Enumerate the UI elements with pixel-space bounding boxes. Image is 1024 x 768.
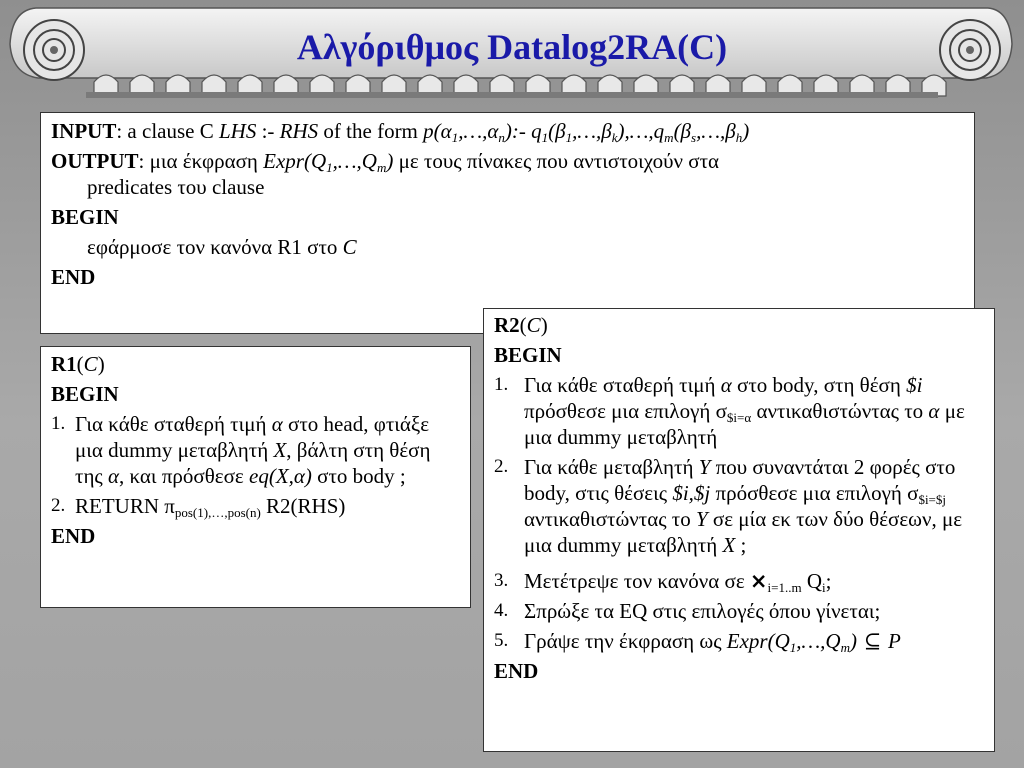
r1-header: R1(C) [51, 352, 105, 376]
rule-r2-box [483, 308, 995, 752]
output-expr: $Expr(Q_1,\dots,Q_m)$ [263, 149, 394, 175]
output-line: OUTPUT: μια έκφραση $Expr(Q_1,\dots,Q_m)$ με τους πίνακες που αντιστοιχούν στα predicates του clause [51, 149, 720, 199]
r1-step-1: 1. Για κάθε σταθερή τιμή α στο head, φτιάξε μια dummy μεταβλητή X, βάλτη στη θέση της α, και πρόσθεσε eq(X,α) στο body ; [51, 412, 431, 488]
r1-end: END [51, 524, 96, 548]
input-line: INPUT: a clause C LHS :- RHS of the form $p(\alpha_1,\dots,\alpha_n):-$ $q_1(\beta_1,\dots,\beta_k),\dots,q_m(\beta_s,\dots,\beta_h)$ [51, 119, 750, 145]
apply-rule-line: εφάρμοσε τον κανόνα R1 στο C [87, 235, 357, 259]
r2-end: END [494, 659, 539, 683]
end-keyword: END [51, 265, 96, 289]
r2-step-1: 1. Για κάθε σταθερή τιμή α στο body, στη θέση $i πρόσθεσε μια επιλογή $\sigma_{\$i=\alpha}$ αντικαθιστώντας το α με μια dummy μεταβλητή [494, 373, 965, 449]
r2-step-5: 5. Γράψε την έκφραση ως $Expr(Q_1,\dots,Q_m)$ ⊆ P [494, 629, 901, 655]
rule-r1-box [40, 346, 471, 608]
r2-header: R2(C) [494, 313, 548, 337]
r2-step-3: 3. Μετέτρεψε τον κανόνα $\sigma\varepsilon \times_{i=1..m}$ $Q_i$; [494, 569, 832, 595]
begin-keyword: BEGIN [51, 205, 119, 229]
algorithm-box [40, 112, 975, 334]
clause-form: $p(\alpha_1,\dots,\alpha_n):-$ $q_1(\beta_1,\dots,\beta_k),\dots,q_m(\beta_s,\dots,\beta_h)$ [423, 119, 750, 145]
r2-begin: BEGIN [494, 343, 562, 367]
subset-icon: ⊆ [856, 629, 888, 653]
r2-step-2: 2. Για κάθε μεταβλητή Y που συναντάται 2 φορές στο body, στις θέσεις $i,$j πρόσθεσε μια επιλογή $\sigma_{\$i=\$j}$ αντικαθιστώντας το Y σε μία εκ των δύο θέσεων, με μια dummy μεταβλητή X ; [494, 455, 963, 557]
r1-step-2: 2. RETURN $\pi_{pos(1),\dots,pos(n)}$ R2(RHS) [51, 494, 346, 520]
final-expr: $Expr(Q_1,\dots,Q_m)$ [726, 629, 857, 655]
page-title: Αλγόριθμος Datalog2RA(C) [296, 27, 728, 67]
cross-product-icon: × [749, 569, 768, 593]
r1-begin: BEGIN [51, 382, 119, 406]
r2-step-4: 4. Σπρώξε τα EQ στις επιλογές όπου γίνεται; [494, 599, 881, 623]
